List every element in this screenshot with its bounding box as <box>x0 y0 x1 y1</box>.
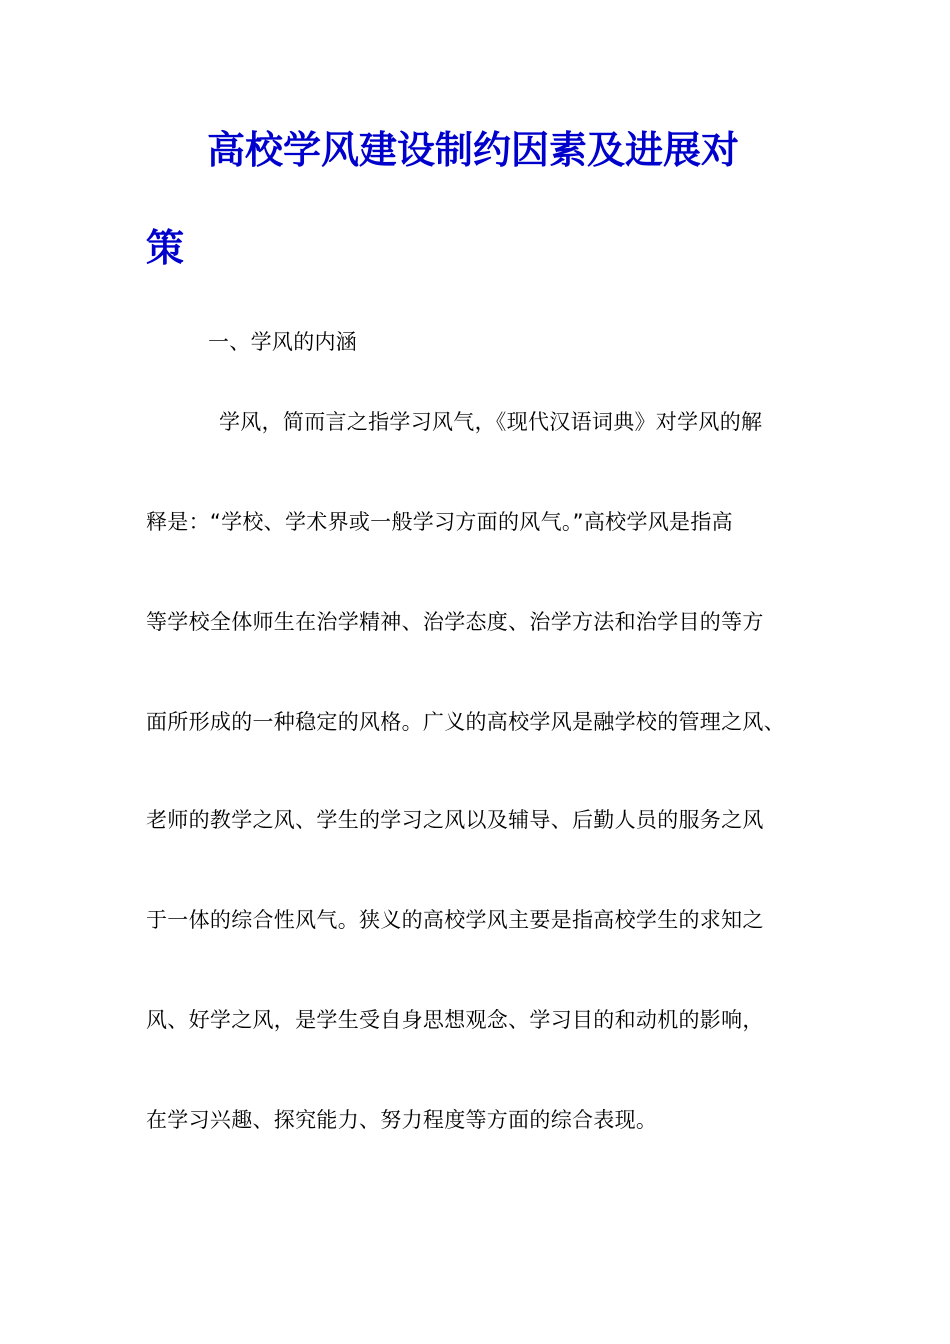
document-title-line-2: 策 <box>146 225 185 270</box>
paragraph-line: 于一体的综合性风气。狭义的高校学风主要是指高校学生的求知之 <box>146 908 764 932</box>
document-title-line-1: 高校学风建设制约因素及进展对 <box>207 127 740 172</box>
paragraph-line: 在学习兴趣、探究能力、努力程度等方面的综合表现。 <box>146 1108 658 1132</box>
paragraph-line: 面所形成的一种稳定的风格。广义的高校学风是融学校的管理之风、 <box>146 710 785 734</box>
paragraph-line: 老师的教学之风、学生的学习之风以及辅导、后勤人员的服务之风 <box>146 808 764 832</box>
paragraph-line: 学风，简而言之指学习风气，《现代汉语词典》对学风的解 <box>219 410 763 434</box>
paragraph-line: 释是：“学校、学术界或一般学习方面的风气。”高校学风是指高 <box>146 510 733 534</box>
paragraph-line: 等学校全体师生在治学精神、治学态度、治学方法和治学目的等方 <box>146 610 764 634</box>
paragraph-line: 风、好学之风，是学生受自身思想观念、学习目的和动机的影响， <box>146 1008 764 1032</box>
section-heading: 一、学风的内涵 <box>208 330 358 354</box>
